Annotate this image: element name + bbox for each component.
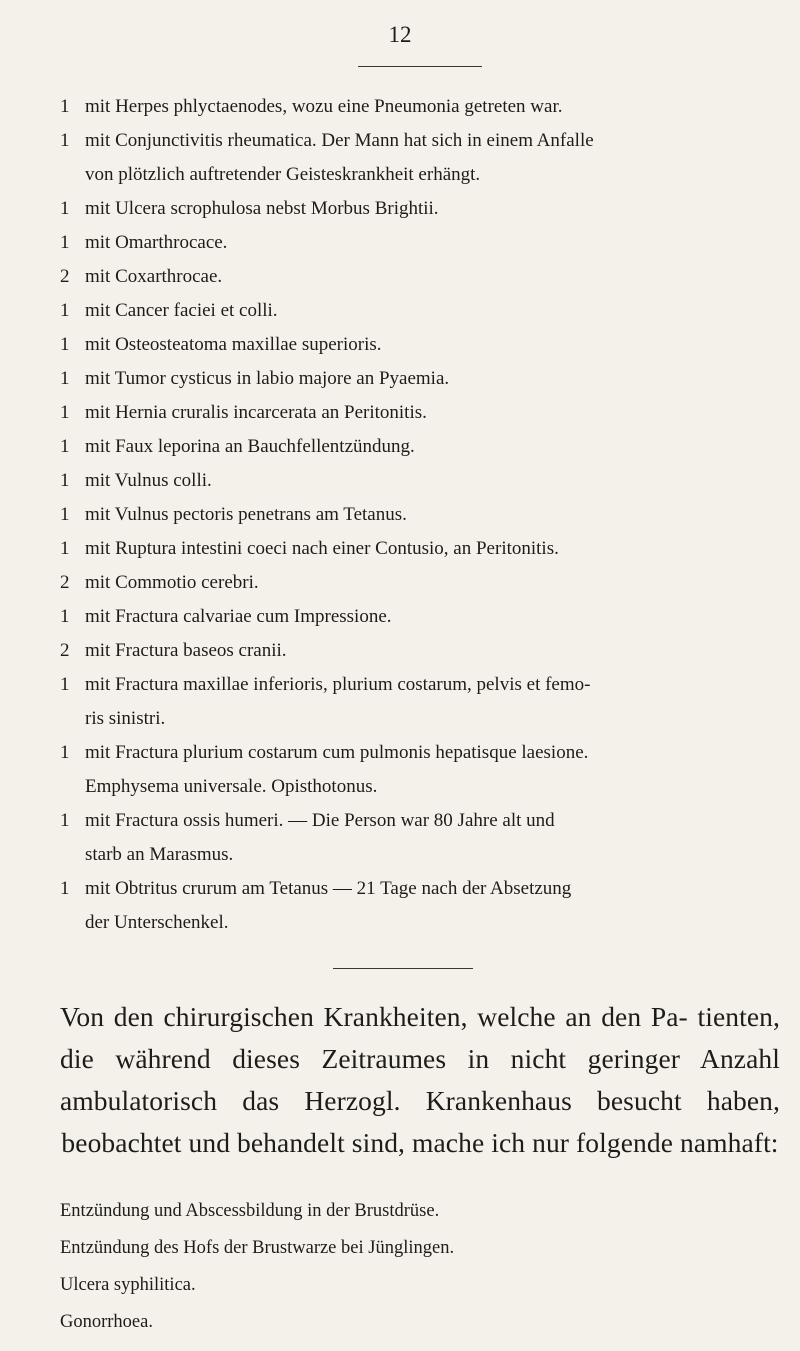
- case-count: 1: [60, 368, 70, 389]
- case-text: mit Vulnus pectoris penetrans am Tetanus.: [85, 504, 407, 525]
- case-text: mit Cancer faciei et colli.: [85, 300, 278, 321]
- case-count: 1: [60, 674, 70, 695]
- case-description: [85, 396, 780, 430]
- diagnosis-item: Entzündung des Hofs der Brustwarze bei Jünglingen.: [60, 1238, 455, 1258]
- case-description: [85, 736, 780, 770]
- case-entry: [60, 600, 780, 634]
- case-description: [85, 362, 780, 396]
- case-count: 1: [60, 436, 70, 457]
- case-text-continuation: ris sinistri.: [85, 708, 166, 729]
- case-description: [85, 668, 780, 702]
- case-entry: [60, 872, 780, 906]
- case-description: [85, 600, 780, 634]
- case-text: mit Ulcera scrophulosa nebst Morbus Brightii.: [85, 198, 439, 219]
- case-count: 1: [60, 402, 70, 423]
- case-count: 1: [60, 810, 70, 831]
- case-text: mit Herpes phlyctaenodes, wozu eine Pneumonia getreten war.: [85, 96, 563, 117]
- case-count: 1: [60, 198, 70, 219]
- header-rule: [358, 66, 482, 67]
- case-text: mit Vulnus colli.: [85, 470, 212, 491]
- case-count: 1: [60, 470, 70, 491]
- case-entry: [60, 396, 780, 430]
- case-description: [85, 804, 780, 838]
- case-text-continuation: starb an Marasmus.: [85, 844, 234, 865]
- case-entry: [60, 294, 780, 328]
- diagnosis-item: Ulcera syphilitica.: [60, 1275, 196, 1295]
- case-text: mit Tumor cysticus in labio majore an Pyaemia.: [85, 368, 450, 389]
- case-text-continuation: Emphysema universale. Opisthotonus.: [85, 776, 378, 797]
- case-entry: [60, 566, 780, 600]
- case-text: mit Omarthrocace.: [85, 232, 228, 253]
- case-entry: [60, 124, 780, 158]
- case-entry-continuation: [60, 906, 780, 940]
- case-text: mit Fractura calvariae cum Impressione.: [85, 606, 392, 627]
- case-count: 1: [60, 130, 70, 151]
- case-text: mit Conjunctivitis rheumatica. Der Mann hat sich in einem Anfalle: [85, 130, 594, 151]
- diagnosis-item: Gonorrhoea.: [60, 1312, 153, 1332]
- case-entry-continuation: [60, 838, 780, 872]
- case-count: 1: [60, 606, 70, 627]
- case-description: [85, 90, 780, 124]
- case-entry: [60, 464, 780, 498]
- case-entry: [60, 736, 780, 770]
- case-count: 1: [60, 300, 70, 321]
- page-number: 12: [388, 22, 412, 47]
- case-description: [85, 634, 780, 668]
- case-text: mit Fractura maxillae inferioris, plurium costarum, pelvis et femo-: [85, 674, 591, 695]
- ambulatory-diagnosis-list: [60, 1193, 780, 1341]
- case-description: [85, 464, 780, 498]
- case-entry-continuation: [60, 770, 780, 804]
- case-entry: [60, 362, 780, 396]
- case-count: 1: [60, 878, 70, 899]
- case-entry: [60, 634, 780, 668]
- case-entry: [60, 498, 780, 532]
- case-count: 2: [60, 266, 70, 287]
- case-description: [85, 192, 780, 226]
- case-count: 1: [60, 538, 70, 559]
- case-description: [85, 872, 780, 906]
- case-description: [85, 430, 780, 464]
- case-text: mit Obtritus crurum am Tetanus — 21 Tage nach der Absetzung: [85, 878, 572, 899]
- case-text: mit Faux leporina an Bauchfellentzündung.: [85, 436, 415, 457]
- case-entry: [60, 226, 780, 260]
- case-text: mit Coxarthrocae.: [85, 266, 223, 287]
- diagnosis-item: Entzündung und Abscessbildung in der Brustdrüse.: [60, 1201, 440, 1221]
- case-entry: [60, 260, 780, 294]
- section-paragraph: Von den chirurgischen Krankheiten, welche an den Pa- tienten, die während dieses Zeitraumes in nicht geringer Anzahl ambulatorisch das Herzogl. Krankenhaus besucht haben, beobachtet und behandelt sind, mache ich nur folgende namhaft:: [60, 1001, 780, 1158]
- case-count: 2: [60, 640, 70, 661]
- case-count: 1: [60, 742, 70, 763]
- case-entry: [60, 668, 780, 702]
- case-description: [85, 498, 780, 532]
- case-count: 2: [60, 572, 70, 593]
- case-text: mit Fractura baseos cranii.: [85, 640, 287, 661]
- case-entry: [60, 804, 780, 838]
- case-text: mit Ruptura intestini coeci nach einer Contusio, an Peritonitis.: [85, 538, 559, 559]
- case-text-continuation: von plötzlich auftretender Geisteskrankheit erhängt.: [85, 164, 481, 185]
- case-count: 1: [60, 504, 70, 525]
- case-description: [85, 566, 780, 600]
- case-text: mit Osteosteatoma maxillae superioris.: [85, 334, 382, 355]
- case-description: [85, 294, 780, 328]
- case-entry: [60, 430, 780, 464]
- case-count: 1: [60, 96, 70, 117]
- section-rule: [333, 968, 473, 969]
- case-entry-continuation: [60, 158, 780, 192]
- case-description: [85, 328, 780, 362]
- case-description: [85, 226, 780, 260]
- case-entry: [60, 532, 780, 566]
- case-count: 1: [60, 232, 70, 253]
- case-text-continuation: der Unterschenkel.: [85, 912, 229, 933]
- case-text: mit Commotio cerebri.: [85, 572, 259, 593]
- case-entry: [60, 328, 780, 362]
- case-count: 1: [60, 334, 70, 355]
- case-description: [85, 124, 780, 158]
- case-entry: [60, 90, 780, 124]
- case-description: [85, 532, 780, 566]
- case-description: [85, 260, 780, 294]
- case-text: mit Hernia cruralis incarcerata an Peritonitis.: [85, 402, 427, 423]
- case-text: mit Fractura ossis humeri. — Die Person war 80 Jahre alt und: [85, 810, 555, 831]
- case-text: mit Fractura plurium costarum cum pulmonis hepatisque laesione.: [85, 742, 589, 763]
- case-entry-continuation: [60, 702, 780, 736]
- case-entry: [60, 192, 780, 226]
- case-list: [60, 90, 780, 940]
